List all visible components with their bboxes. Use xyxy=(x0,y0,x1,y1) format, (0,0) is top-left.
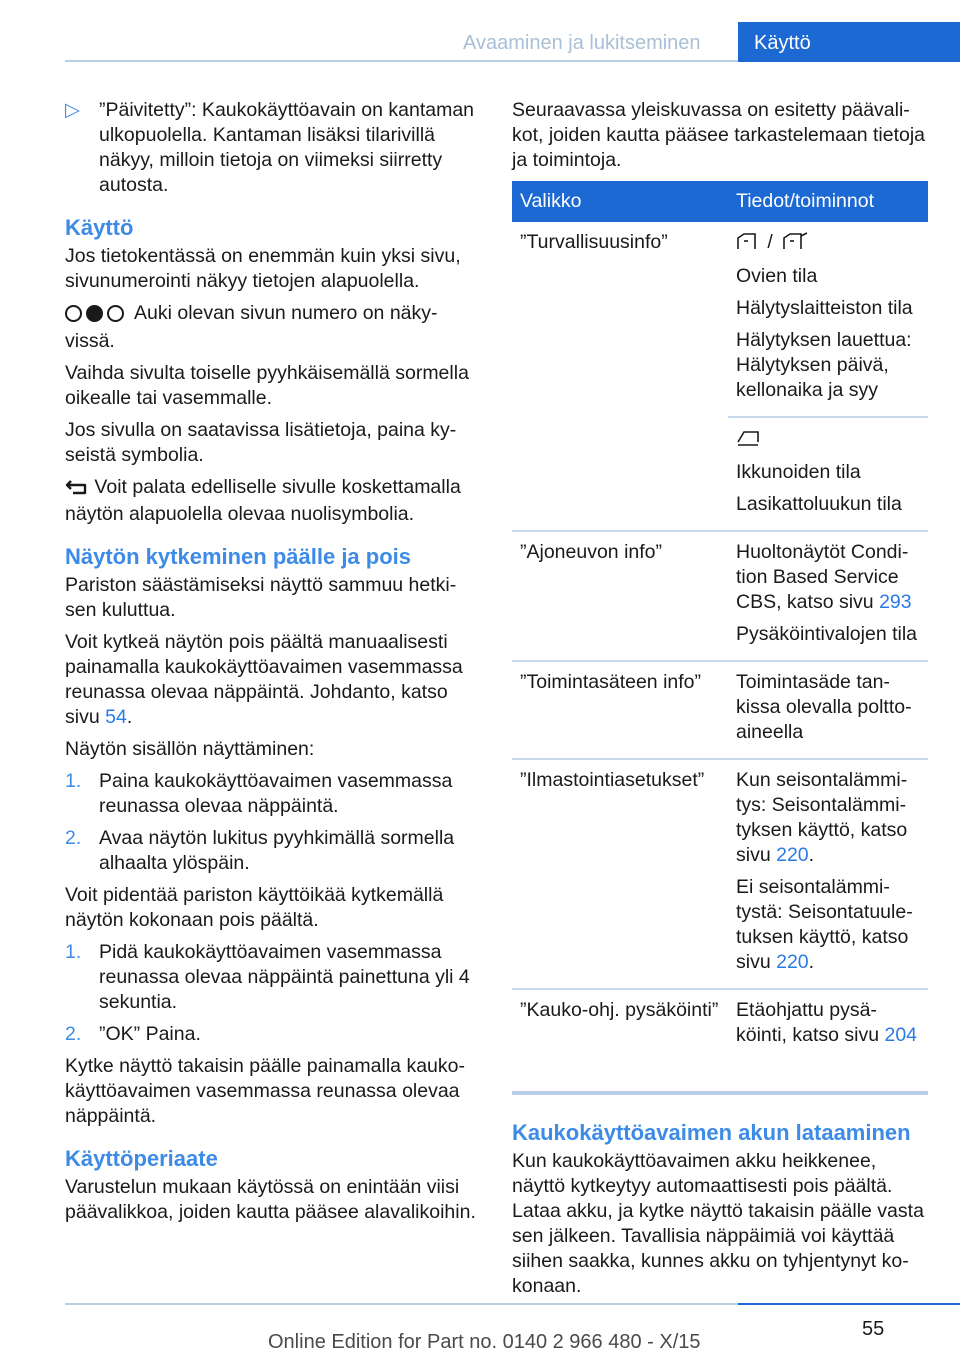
car-door-closed-icon xyxy=(736,232,758,257)
list-item xyxy=(65,769,480,819)
bullet-triangle-icon: ▷ xyxy=(65,99,80,121)
step-text: Avaa näytön lukitus pyyhkimällä sormella alhaalta ylöspäin. xyxy=(99,827,455,874)
icon-separator: / xyxy=(767,231,773,253)
right-column xyxy=(512,98,928,1306)
page-link[interactable]: 204 xyxy=(884,1024,918,1046)
table-cell: ”Ilmastointiasetukset” xyxy=(512,759,728,989)
paragraph-text: Auki olevan sivun numero on näkyvissä. xyxy=(65,302,438,352)
table-cell: Toimintasäde tankissa olevalla polttoaineella xyxy=(728,661,928,759)
page-link[interactable]: 54 xyxy=(105,706,127,728)
footer-rule-accent xyxy=(738,1303,960,1305)
table-header-row xyxy=(512,181,928,222)
paragraph: Näytön sisällön näyttäminen: xyxy=(65,738,315,760)
paragraph xyxy=(65,301,480,354)
window-icon xyxy=(736,428,762,453)
paragraph: Pariston säästämiseksi näyttö sammuu hetkisen kuluttua. xyxy=(65,574,457,621)
paragraph: Seuraavassa yleiskuvassa on esitetty päävalikot, joiden kautta pääsee tarkastelemaan tietoja ja toimintoja. xyxy=(512,99,926,171)
page-number: 55 xyxy=(862,1318,885,1340)
step-number: 1. xyxy=(65,941,82,963)
table-cell: Ikkunoiden tila Lasikattoluukun tila xyxy=(728,417,928,531)
table-cell: ”Toimintasäteen info” xyxy=(512,661,728,759)
table-row xyxy=(512,661,928,759)
list-item xyxy=(65,98,480,198)
chapter-tab: Käyttö xyxy=(738,22,960,62)
step-number: 2. xyxy=(65,1023,82,1045)
paragraph-text: Voit palata edelliselle sivulle koskettamalla näytön alapuolella olevaa nuolisymbolia. xyxy=(65,476,461,525)
paragraph: Vaihda sivulta toiselle pyyhkäisemällä sormella oikealle tai vasemmalle. xyxy=(65,362,469,409)
table-cell: ”Kauko-ohj. pysäköinti” xyxy=(520,999,719,1021)
page-indicator-icon xyxy=(65,304,128,329)
paragraph: Kytke näyttö takaisin päälle painamalla kaukokäyttöavaimen vasemmassa reunassa olevaa näppäintä. xyxy=(65,1055,465,1127)
table-cell: ”Turvallisuusinfo” xyxy=(512,222,728,531)
table-header-cell: Tiedot/toiminnot xyxy=(728,181,928,222)
left-column xyxy=(65,98,480,1232)
list-item xyxy=(65,940,480,1015)
car-door-open-icon xyxy=(782,232,808,257)
table-row xyxy=(512,759,928,989)
table-cell: Kun seisontalämmitys: Seisontalämmityksen käyttö, katso sivu 220. Ei seisontalämmitystä: Seisontatuuletuksen käyttö, katso sivu 220. xyxy=(728,759,928,989)
page-header xyxy=(0,22,960,62)
table-header-cell: Valikko xyxy=(512,181,728,222)
paragraph: Jos tietokentässä on enemmän kuin yksi sivu, sivunumerointi näkyy tietojen alapuolella. xyxy=(65,245,461,292)
list-item xyxy=(65,826,480,876)
table-cell: ”Ajoneuvon info” xyxy=(512,531,728,661)
table-row xyxy=(512,989,928,1061)
paragraph: Jos sivulla on saatavissa lisätietoja, paina kyseistä symbolia. xyxy=(65,419,457,466)
paragraph: Voit kytkeä näytön pois päältä manuaalisesti painamalla kaukokäyttöavaimen vasemmassa reunassa olevaa näppäintä. Johdanto, katso sivu 54. xyxy=(65,631,463,728)
list-item xyxy=(65,1022,480,1047)
menu-table xyxy=(512,181,928,1061)
edition-text: Online Edition for Part no. 0140 2 966 480 - X/15 xyxy=(268,1331,701,1353)
heading-kaytto: Käyttö xyxy=(65,215,134,240)
table-end-rule xyxy=(512,1091,928,1095)
step-text: Pidä kaukokäyttöavaimen vasemmassa reunassa olevaa näppäintä painettuna yli 4 sekuntia. xyxy=(99,941,470,1013)
page-link[interactable]: 293 xyxy=(879,591,912,613)
paragraph: Varustelun mukaan käytössä on enintään viisi päävalikkoa, joiden kautta pääsee alavalikoihin. xyxy=(65,1176,476,1223)
step-text: ”OK” Paina. xyxy=(99,1023,201,1045)
step-number: 2. xyxy=(65,827,82,849)
bullet-text: ”Päivitetty”: Kaukokäyttöavain on kantaman ulkopuolella. Kantaman lisäksi tilarivillä näkyy, milloin tietoja on viimeksi siirretty autosta. xyxy=(99,99,475,196)
page-link[interactable]: 220 xyxy=(776,951,809,973)
table-cell: Huoltonäytöt Condition Based Service CBS, katso sivu 293 Pysäköintivalojen tila xyxy=(728,531,928,661)
step-text: Paina kaukokäyttöavaimen vasemmassa reunassa olevaa näppäintä. xyxy=(99,770,453,817)
back-arrow-icon xyxy=(65,477,89,502)
heading-principle: Käyttöperiaate xyxy=(65,1146,218,1171)
section-title: Avaaminen ja lukitseminen xyxy=(463,32,701,54)
heading-charge: Kaukokäyttöavaimen akun lataaminen xyxy=(512,1120,911,1145)
table-cell: Etäohjattu pysäköinti, katso sivu 204 xyxy=(736,999,918,1046)
step-number: 1. xyxy=(65,770,82,792)
paragraph: Voit pidentää pariston käyttöikää kytkemällä näytön kokonaan pois päältä. xyxy=(65,884,444,931)
paragraph xyxy=(65,475,480,527)
page-link[interactable]: 220 xyxy=(776,844,809,866)
header-rule xyxy=(65,60,738,62)
paragraph: Kun kaukokäyttöavaimen akku heikkenee, näyttö kytkeytyy automaattisesti pois päältä. Lataa akku, ja kytke näyttö takaisin päälle vasta sen jälkeen. Tavallisia näppäimiä voi käyttää siihen saakka, kunnes akku on tyhjentynyt kokonaan. xyxy=(512,1150,924,1297)
table-row xyxy=(512,222,928,417)
heading-power: Näytön kytkeminen päälle ja pois xyxy=(65,544,412,569)
table-row xyxy=(512,531,928,661)
table-cell: / Ovien tila Hälytyslaitteiston tila Hälytyksen lauettua: Hälytyksen päivä, kellonaika ja syy xyxy=(728,222,928,417)
